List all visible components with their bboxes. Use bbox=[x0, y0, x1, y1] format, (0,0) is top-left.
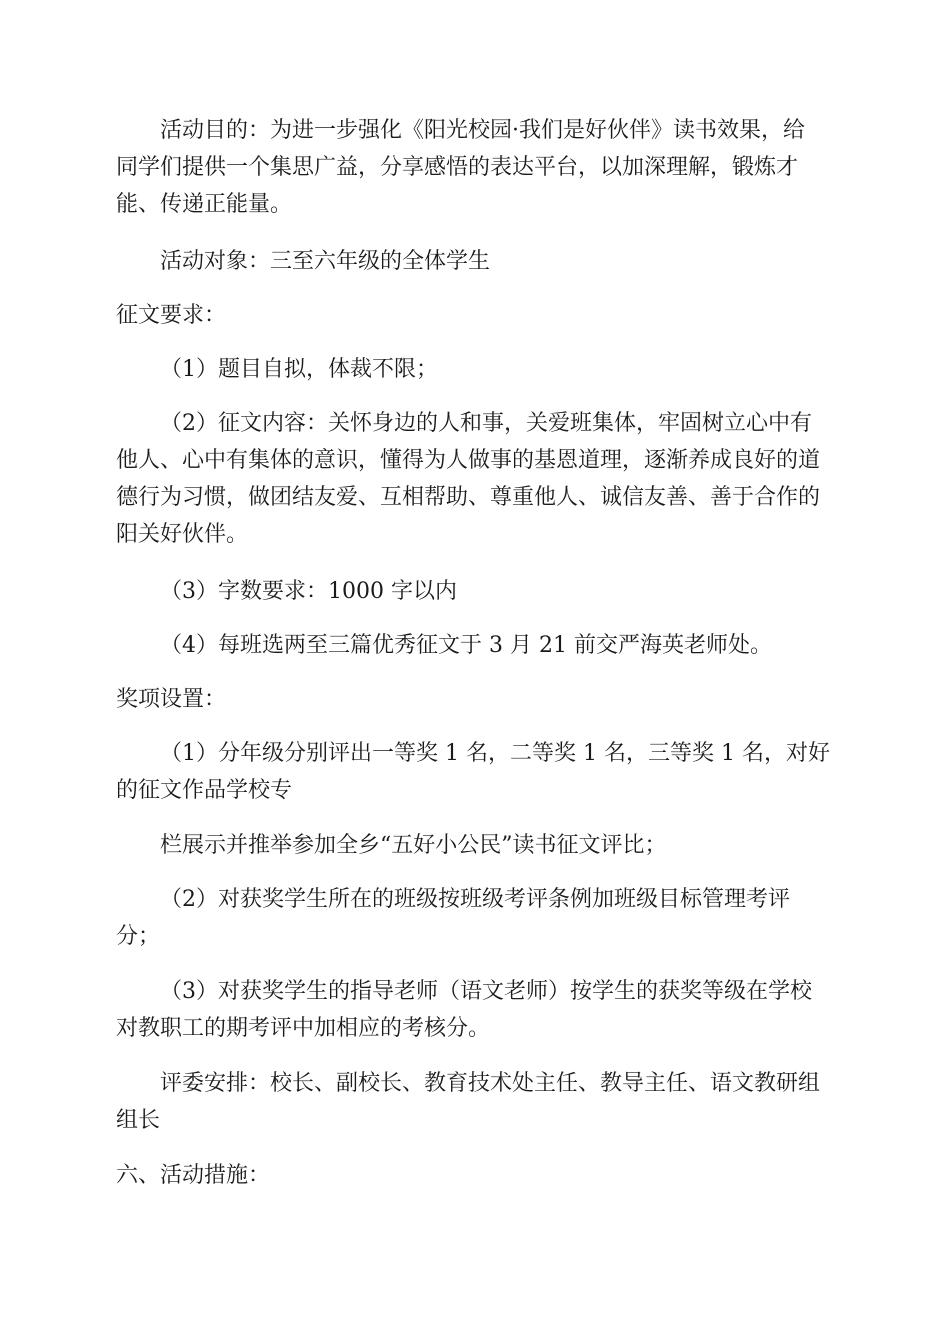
award-1-continued bbox=[116, 827, 836, 864]
award-1-continued-line: 栏展示并推举参加全乡“五好小公民”读书征文评比； bbox=[160, 833, 667, 858]
awards-heading bbox=[116, 681, 836, 718]
requirement-3-line: （3）字数要求：1000 字以内 bbox=[160, 579, 457, 604]
requirements-heading-text: 征文要求： bbox=[116, 303, 227, 328]
requirement-1-line: （1）题目自拟，体裁不限； bbox=[160, 357, 438, 382]
purpose-paragraph bbox=[116, 112, 836, 223]
award-2 bbox=[116, 881, 836, 955]
award-3-line-2: 对教职工的期考评中加相应的考核分。 bbox=[116, 1016, 491, 1041]
requirements-heading bbox=[116, 297, 836, 334]
judges-paragraph bbox=[116, 1065, 836, 1139]
purpose-line-2: 同学们提供一个集思广益，分享感悟的表达平台，以加深理解，锻炼才 bbox=[116, 155, 799, 180]
judges-line-2: 组长 bbox=[116, 1108, 161, 1133]
requirement-2-line-4: 阳关好伙伴。 bbox=[116, 522, 249, 547]
award-1-line-2: 的征文作品学校专 bbox=[116, 778, 293, 803]
measures-heading-text: 六、活动措施： bbox=[116, 1163, 271, 1188]
requirement-4 bbox=[116, 627, 836, 664]
purpose-line-1: 活动目的：为进一步强化《阳光校园·我们是好伙伴》读书效果，给 bbox=[160, 118, 805, 143]
award-2-line-1: （2）对获奖学生所在的班级按班级考评条例加班级目标管理考评 bbox=[160, 887, 790, 912]
requirement-2-line-1: （2）征文内容：关怀身边的人和事，关爱班集体，牢固树立心中有 bbox=[160, 411, 812, 436]
awards-heading-text: 奖项设置： bbox=[116, 687, 227, 712]
award-1 bbox=[116, 735, 836, 809]
requirement-2 bbox=[116, 405, 836, 553]
purpose-line-3: 能、传递正能量。 bbox=[116, 192, 293, 217]
target-paragraph bbox=[116, 243, 836, 280]
requirement-4-line: （4）每班选两至三篇优秀征文于 3 月 21 前交严海英老师处。 bbox=[160, 633, 772, 658]
requirement-1 bbox=[116, 351, 836, 388]
award-1-line-1: （1）分年级分别评出一等奖 1 名，二等奖 1 名，三等奖 1 名，对好 bbox=[160, 741, 830, 766]
judges-line-1: 评委安排：校长、副校长、教育技术处主任、教导主任、语文教研组 bbox=[160, 1071, 821, 1096]
award-3 bbox=[116, 973, 836, 1047]
measures-heading bbox=[116, 1157, 836, 1194]
award-2-line-2: 分； bbox=[116, 924, 161, 949]
award-3-line-1: （3）对获奖学生的指导老师（语文老师）按学生的获奖等级在学校 bbox=[160, 979, 812, 1004]
target-line: 活动对象：三至六年级的全体学生 bbox=[160, 249, 491, 274]
requirement-2-line-2: 他人、心中有集体的意识，懂得为人做事的基恩道理，逐渐养成良好的道 bbox=[116, 448, 821, 473]
requirement-2-line-3: 德行为习惯，做团结友爱、互相帮助、尊重他人、诚信友善、善于合作的 bbox=[116, 485, 821, 510]
requirement-3 bbox=[116, 573, 836, 610]
